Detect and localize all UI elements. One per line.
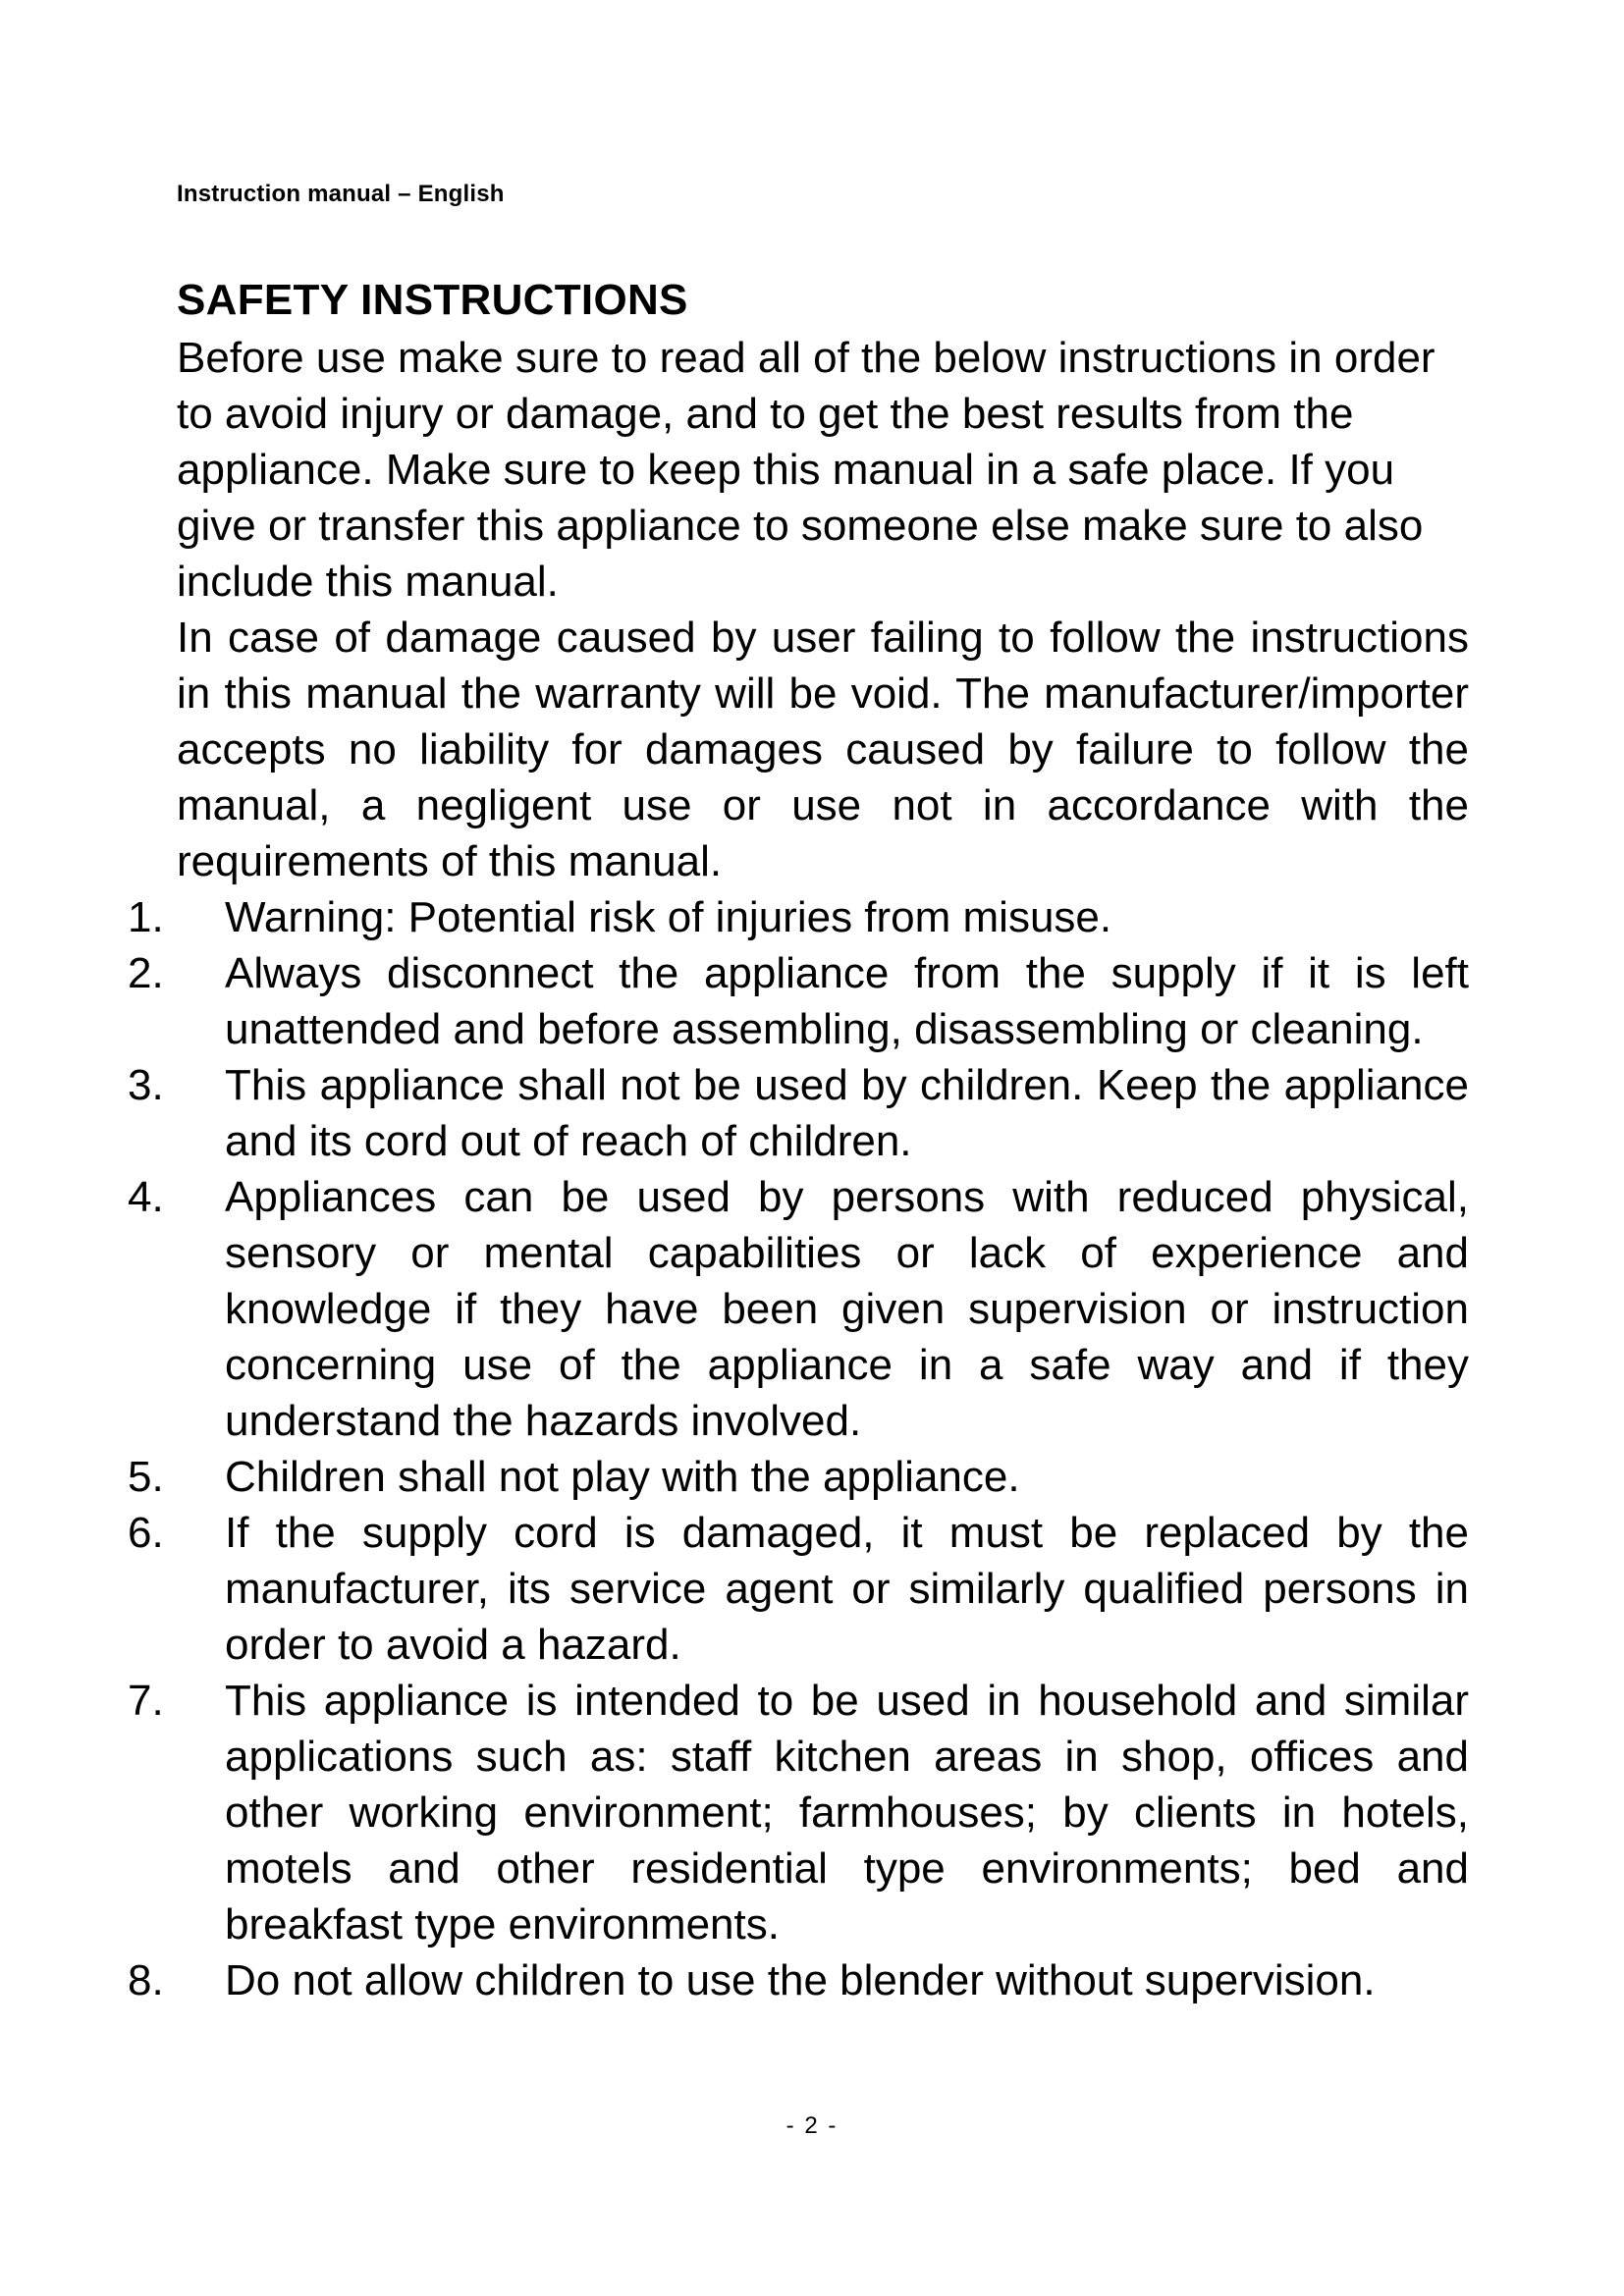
list-item-number: 4. <box>128 1173 164 1221</box>
list-item-text: Do not allow children to use the blender without supervision. <box>225 1956 1376 2004</box>
list-item-text: Children shall not play with the appliance. <box>225 1453 1020 1501</box>
page-content <box>128 271 1469 2008</box>
list-item-number: 5. <box>128 1453 164 1501</box>
list-item-number: 3. <box>128 1061 164 1109</box>
list-item <box>128 1057 1469 1169</box>
list-item-text: If the supply cord is damaged, it must be replaced by the manufacturer, its service agent or similarly qualified persons in order to avoid a hazard. <box>225 1509 1469 1669</box>
list-item <box>128 1505 1469 1673</box>
list-item-text: Always disconnect the appliance from the supply if it is left unattended and before assembling, disassembling or cleaning. <box>225 949 1469 1053</box>
list-item-text: Warning: Potential risk of injuries from misuse. <box>225 893 1112 941</box>
instruction-list <box>128 889 1469 2008</box>
list-item <box>128 1449 1469 1505</box>
list-item-text: Appliances can be used by persons with reduced physical, sensory or mental capabilities or lack of experience and knowledge if they have been given supervision or instruction concerning use of the appliance in a safe way and if they understand the hazards involved. <box>225 1173 1469 1445</box>
list-item-number: 2. <box>128 949 164 997</box>
section-title: SAFETY INSTRUCTIONS <box>177 276 688 324</box>
list-item-number: 7. <box>128 1677 164 1725</box>
list-item-number: 8. <box>128 1956 164 2004</box>
list-item <box>128 1169 1469 1449</box>
list-item-number: 6. <box>128 1509 164 1557</box>
page-number: - 2 - <box>785 2112 839 2139</box>
running-header: Instruction manual – English <box>177 181 505 207</box>
list-item <box>128 1952 1469 2008</box>
list-item-text: This appliance is intended to be used in household and similar applications such as: staff kitchen areas in shop, offices and other working environment; farmhouses; by clients in hotels, motels and other residential type environments; bed and breakfast type environments. <box>225 1677 1469 1949</box>
intro-paragraph: Before use make sure to read all of the below instructions in order to avoid injury or damage, and to get the best results from the appliance. Make sure to keep this manual in a safe place. If you give or transfer this appliance to someone else make sure to also include this manual. <box>177 334 1435 606</box>
list-item <box>128 889 1469 945</box>
list-item-text: This appliance shall not be used by children. Keep the appliance and its cord out of reach of children. <box>225 1061 1469 1165</box>
list-item <box>128 1673 1469 1952</box>
warranty-paragraph: In case of damage caused by user failing to follow the instructions in this manual the warranty will be void. The manufacturer/importer accepts no liability for damages caused by failure to follow the manual, a negligent use or use not in accordance with the requirements of this manual. <box>177 614 1469 885</box>
list-item <box>128 945 1469 1057</box>
list-item-number: 1. <box>128 893 164 941</box>
